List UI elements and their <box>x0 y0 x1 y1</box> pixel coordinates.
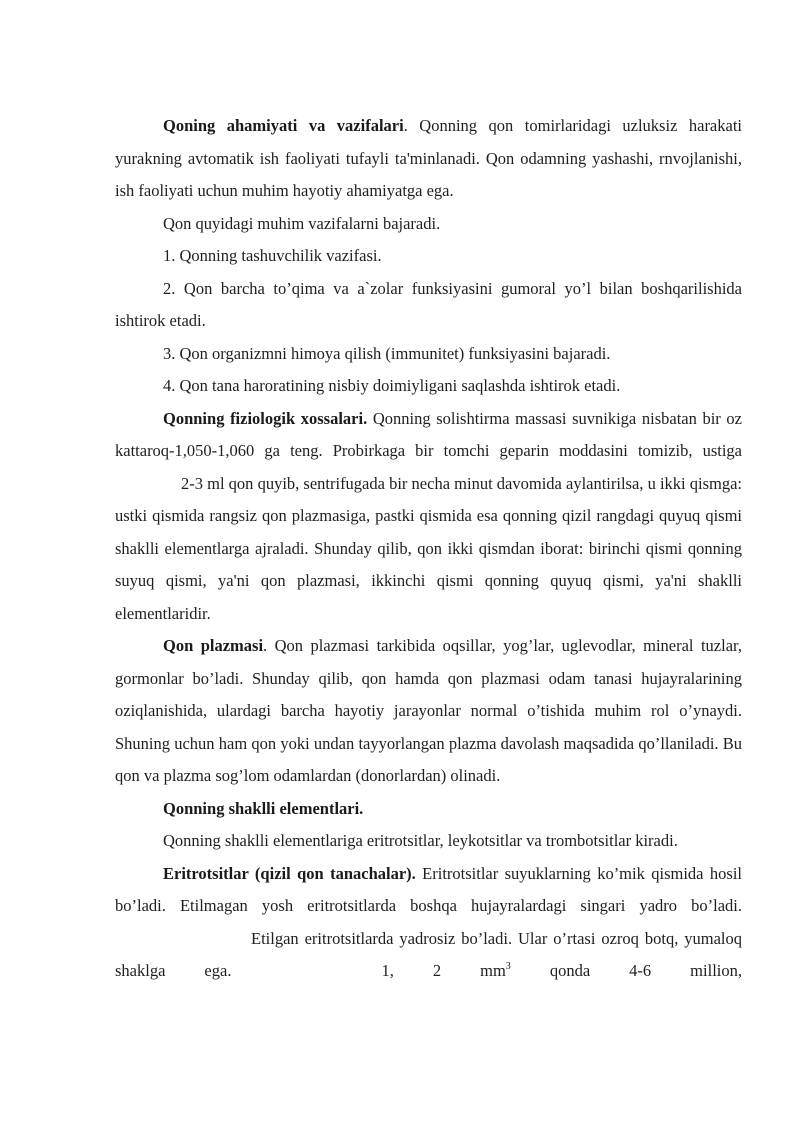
heading-formed-elements: Qonning shaklli elementlari. <box>163 798 364 818</box>
heading-physiological-properties: Qonning fiziologik xossalari. <box>163 408 368 428</box>
paragraph-functions-intro: Qon quyidagi muhim vazifalarni bajaradi. <box>163 213 441 233</box>
text-physiological-1: Qonning solishtirma massasi suvnikiga nisbatan bir oz kattaroq-1,050-1,060 ga teng. Probirkaga bir tomchi geparin moddasini tomizib, ustiga <box>115 408 742 460</box>
paragraph-formed-elements-heading <box>115 793 742 826</box>
text-erythrocytes-2: Etilgan eritrotsitlarda yadrosiz bo’ladi. Ular o’rtasi ozroq botq, yumaloq shaklga ega. <box>115 928 742 980</box>
text-physiological-2: 2-3 ml qon quyib, sentrifugada bir necha minut davomida aylantirilsa, u ikki qismga: ustki qismida rangsiz qon plazmasiga, pastki qismida esa qonning qizil rangdagi quyuq qismi shaklli elementlarga ajraladi. Shunday qilib, qon ikki qismdan iborat: birinchi qismi qonning suyuq qismi, ya'ni qon plazmasi, ikkinchi qismi qonning quyuq qismi, ya'ni shaklli elementlaridir. <box>115 473 742 623</box>
list-item-function-2: 2. Qon barcha to’qima va a`zolar funksiyasini gumoral yo’l bilan boshqarilishida ishtirok etadi. <box>115 278 742 330</box>
paragraph-plasma <box>115 630 742 793</box>
paragraph-physiological-properties <box>115 403 742 631</box>
superscript-cubic: 3 <box>505 961 511 972</box>
text-plasma: . Qon plazmasi tarkibida oqsillar, yog’lar, uglevodlar, mineral tuzlar, gormonlar bo’ladi. Shunday qilib, qon hamda qon plazmasi odam tanasi hujayralarining oziqlanishida, ulardagi barcha hayotiy jarayonlar normal o’tishida muhim rol o’ynaydi. Shuning uchun ham qon yoki undan tayyorlangan plazma davolash maqsadida qo’llaniladi. Bu qon va plazma sog’lom odamlardan (donorlardan) olinadi. <box>115 636 742 785</box>
text-erythrocytes-3: 1, 2 mm <box>381 961 506 980</box>
text-importance: . Qonning qon tomirlaridagi uzluksiz harakati yurakning avtomatik ish faoliyati tufayli ta'minlanadi. Qon odamning yashashi, rnvojlanishi, ish faoliyati uchun muhim hayotiy ahamiyatga ega. <box>115 116 743 200</box>
heading-plasma: Qon plazmasi <box>163 636 264 655</box>
heading-erythrocytes: Eritrotsitlar (qizil qon tanachalar). <box>163 863 416 883</box>
list-item-function-3: 3. Qon organizmni himoya qilish (immunitet) funksiyasini bajaradi. <box>163 343 611 363</box>
text-erythrocytes-4: qonda 4-6 million, <box>510 961 742 980</box>
document-body <box>115 110 742 988</box>
paragraph-importance <box>115 110 742 208</box>
list-item-function-4: 4. Qon tana haroratining nisbiy doimiyligani saqlashda ishtirok etadi. <box>163 376 621 395</box>
list-item-function-1: 1. Qonning tashuvchilik vazifasi. <box>163 246 382 265</box>
heading-importance: Qoning ahamiyati va vazifalari <box>163 116 404 135</box>
paragraph-erythrocytes <box>115 858 742 988</box>
paragraph-formed-elements: Qonning shaklli elementlariga eritrotsitlar, leykotsitlar va trombotsitlar kiradi. <box>163 831 678 850</box>
text-erythrocytes-1: Eritrotsitlar suyuklarning ko’mik qismida hosil bo’ladi. Etilmagan yosh eritrotsitlarda boshqa hujayralardagi singari yadro bo’ladi. <box>115 863 742 915</box>
